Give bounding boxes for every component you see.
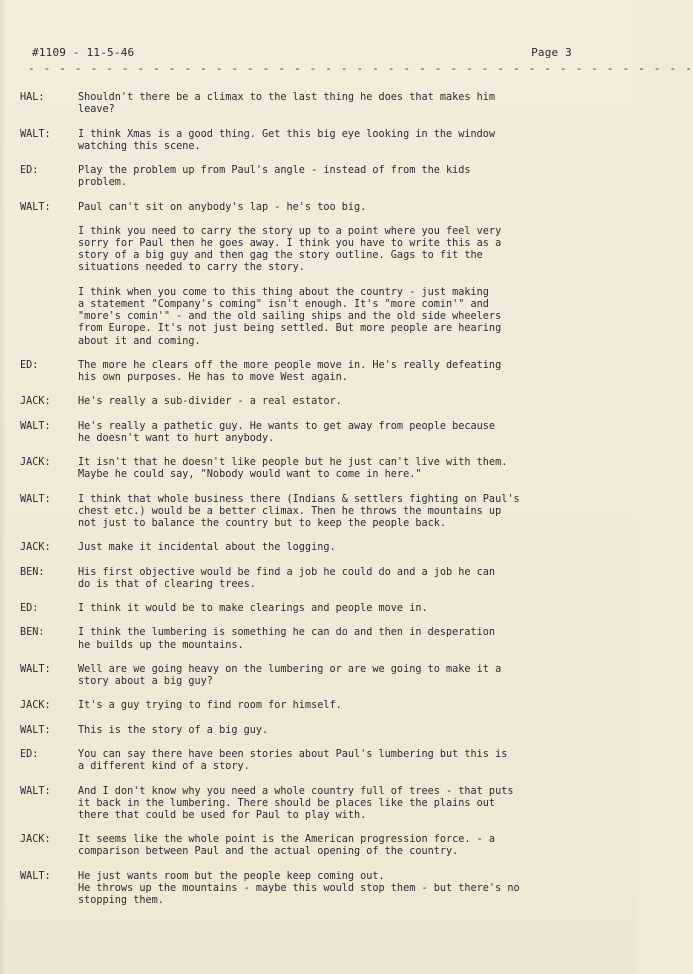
transcript-entry-continued bbox=[20, 287, 620, 348]
dialogue-text: Paul can't sit on anybody's lap - he's too big. bbox=[78, 201, 367, 213]
transcript-entry bbox=[20, 749, 620, 773]
transcript-entry bbox=[20, 725, 620, 737]
dialogue-text: Shouldn't there be a climax to the last thing he does that makes him leave? bbox=[78, 92, 496, 116]
dialogue-text: He's really a sub-divider - a real estator. bbox=[78, 396, 342, 408]
dialogue-text: He's really a pathetic guy. He wants to get away from people because he doesn't want to hurt anybody. bbox=[78, 420, 496, 444]
header-dashed-rule: - - - - - - - - - - - - - - - - - - - - - - - - - - - - - - - - - - - - - - - - - - - bbox=[28, 62, 693, 75]
speaker-label: JACK: bbox=[20, 834, 51, 846]
transcript-entry bbox=[20, 202, 620, 214]
dialogue-text: I think Xmas is a good thing. Get this big eye looking in the window watching this scene. bbox=[78, 128, 496, 152]
transcript-entry bbox=[20, 871, 620, 908]
speaker-label: ED: bbox=[20, 165, 39, 176]
dialogue-text: It isn't that he doesn't like people but he just can't live with them. Maybe he could say, "Nobody would want to come in here." bbox=[78, 457, 508, 481]
dialogue-text: He just wants room but the people keep coming out. He throws up the mountains - maybe this would stop them - but there's no stopping them. bbox=[78, 870, 520, 907]
transcript-entry bbox=[20, 834, 620, 858]
speaker-label: WALT: bbox=[20, 663, 51, 675]
dialogue-text: I think when you come to this thing about the country - just making a statement "Company's coming" isn't enough. It's "more comin'" and "more's comin'" - and the old sailing ships and the old side wheelers from Europe. It's not just being settled. But more people are hearing about it and coming. bbox=[78, 286, 502, 347]
dialogue-text: His first objective would be find a job he could do and a job he can do is that of clearing trees. bbox=[78, 566, 496, 590]
speaker-label: WALT: bbox=[20, 870, 51, 882]
speaker-label: WALT: bbox=[20, 420, 51, 432]
document-id: #1109 - 11-5-46 bbox=[32, 46, 135, 59]
speaker-label: ED: bbox=[20, 603, 39, 615]
transcript-entry bbox=[20, 165, 620, 189]
dialogue-text: Play the problem up from Paul's angle - instead of from the kids problem. bbox=[78, 165, 471, 189]
dialogue-text: It seems like the whole point is the American progression force. - a comparison between Paul and the actual opening of the country. bbox=[78, 834, 496, 858]
page-header bbox=[32, 46, 572, 59]
transcript-entry bbox=[20, 92, 620, 116]
transcript-entry bbox=[20, 542, 620, 554]
transcript-entry-continued bbox=[20, 226, 620, 275]
dialogue-text: And I don't know why you need a whole country full of trees - that puts it back in the lumbering. There should be places like the plains out there that could be used for Paul to play with. bbox=[78, 785, 514, 821]
transcript-entry bbox=[20, 494, 620, 531]
speaker-label: WALT: bbox=[20, 128, 51, 140]
transcript-entry bbox=[20, 360, 620, 384]
transcript-entry bbox=[20, 457, 620, 481]
transcript-entry bbox=[20, 567, 620, 591]
dialogue-text: I think you need to carry the story up to a point where you feel very sorry for Paul then he goes away. I think you have to write this as a story of a big guy and then gag the story outline. Gags to fit the situations needed to carry the story. bbox=[78, 225, 502, 274]
transcript-entry bbox=[20, 603, 620, 615]
transcript-entry bbox=[20, 627, 620, 651]
speaker-label: JACK: bbox=[20, 542, 51, 554]
page-edge-shadow bbox=[0, 0, 6, 974]
dialogue-text: You can say there have been stories about Paul's lumbering but this is a different kind of a story. bbox=[78, 749, 508, 773]
transcript-entry bbox=[20, 421, 620, 445]
transcript-entry bbox=[20, 700, 620, 712]
speaker-label: WALT: bbox=[20, 785, 51, 797]
speaker-label: ED: bbox=[20, 749, 39, 760]
dialogue-text: Well are we going heavy on the lumbering or are we going to make it a story about a big guy? bbox=[78, 663, 502, 688]
speaker-label: WALT: bbox=[20, 201, 51, 213]
meeting-transcript bbox=[20, 92, 620, 919]
transcript-entry bbox=[20, 396, 620, 408]
speaker-label: BEN: bbox=[20, 566, 45, 578]
dialogue-text: This is the story of a big guy. bbox=[78, 724, 269, 736]
speaker-label: HAL: bbox=[20, 92, 45, 103]
speaker-label: ED: bbox=[20, 359, 39, 371]
speaker-label: JACK: bbox=[20, 700, 51, 712]
dialogue-text: I think the lumbering is something he can do and then in desperation he builds up the mountains. bbox=[78, 627, 496, 651]
dialogue-text: The more he clears off the more people move in. He's really defeating his own purposes. He has to move West again. bbox=[78, 359, 502, 384]
transcript-entry bbox=[20, 664, 620, 688]
transcript-entry bbox=[20, 129, 620, 153]
speaker-label bbox=[20, 226, 78, 275]
speaker-label: BEN: bbox=[20, 627, 45, 639]
dialogue-text: I think that whole business there (Indians & settlers fighting on Paul's chest etc.) would be a better climax. Then he throws the mountains up not just to balance the country but to keep the people back. bbox=[78, 493, 520, 530]
speaker-label bbox=[20, 287, 78, 348]
speaker-label: JACK: bbox=[20, 396, 51, 408]
speaker-label: JACK: bbox=[20, 457, 51, 469]
dialogue-text: I think it would be to make clearings and people move in. bbox=[78, 603, 428, 615]
dialogue-text: Just make it incidental about the logging. bbox=[78, 542, 336, 554]
dialogue-text: It's a guy trying to find room for himself. bbox=[78, 700, 342, 712]
speaker-label: WALT: bbox=[20, 724, 51, 736]
transcript-entry bbox=[20, 786, 620, 823]
speaker-label: WALT: bbox=[20, 493, 51, 505]
page-number: Page 3 bbox=[531, 46, 572, 59]
